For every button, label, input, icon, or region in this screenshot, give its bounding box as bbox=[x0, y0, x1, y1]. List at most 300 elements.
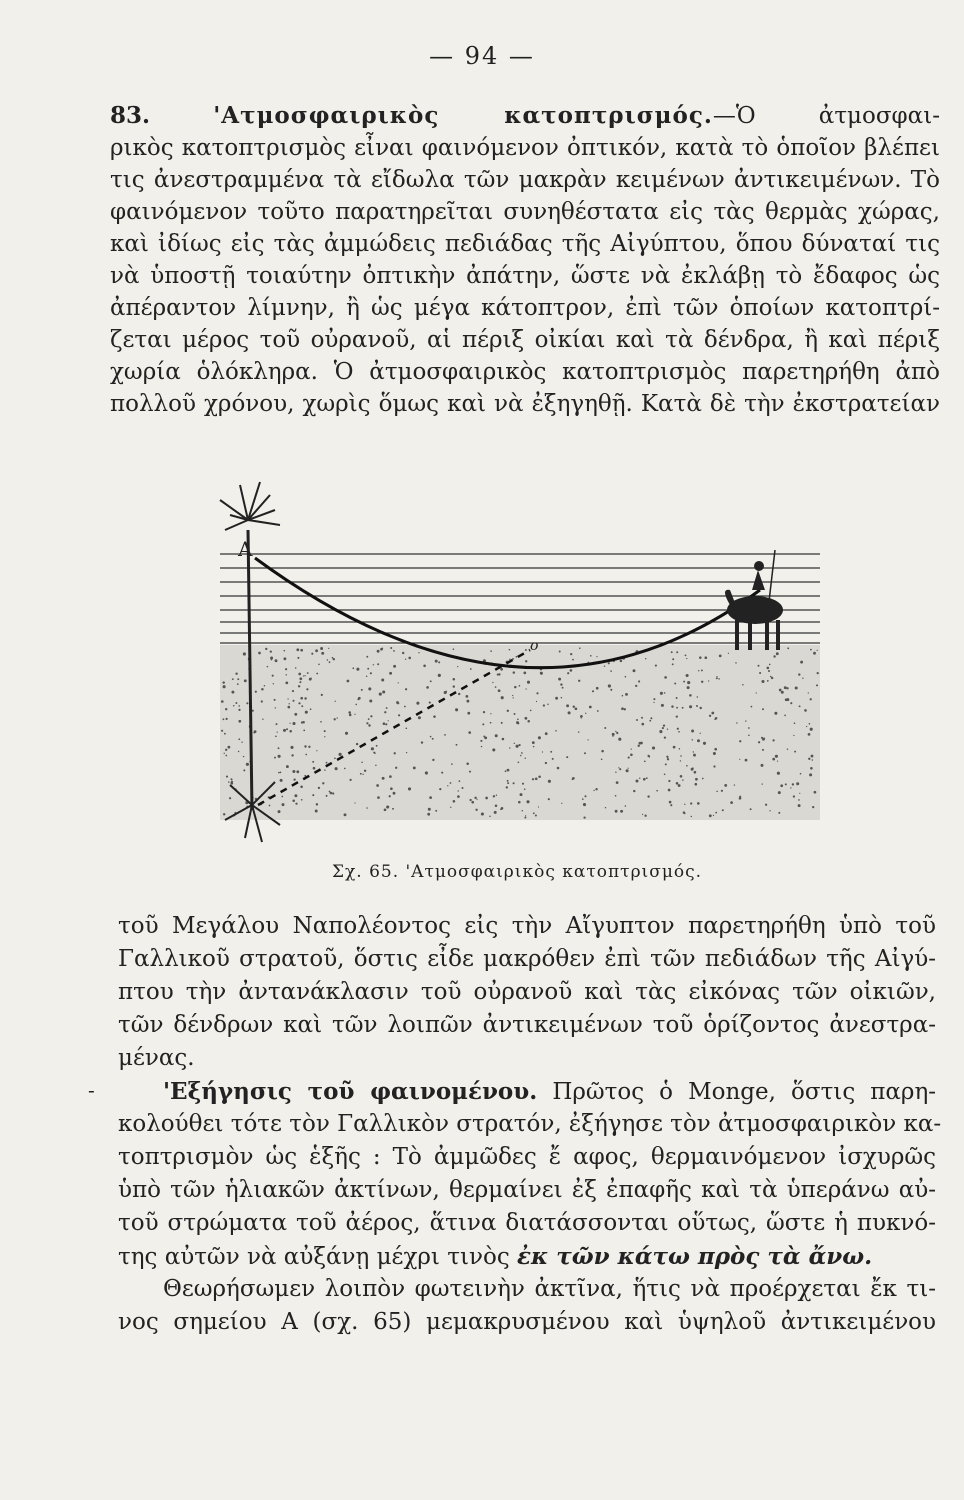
sand-dot bbox=[291, 754, 293, 756]
sand-dot bbox=[566, 704, 569, 707]
sand-dot bbox=[517, 718, 519, 720]
sand-dot bbox=[762, 783, 763, 784]
sand-dot bbox=[689, 694, 692, 697]
sand-dot bbox=[816, 684, 818, 686]
sand-dot bbox=[466, 695, 469, 698]
sand-dot bbox=[759, 672, 761, 674]
sand-dot bbox=[604, 665, 605, 666]
sand-dot bbox=[280, 779, 283, 782]
sand-dot bbox=[581, 717, 582, 718]
sand-dot bbox=[810, 698, 812, 700]
sand-dot bbox=[655, 665, 657, 667]
text-line: μένας. bbox=[118, 1045, 195, 1071]
sand-dot bbox=[356, 668, 359, 671]
sand-dot bbox=[653, 698, 655, 700]
sand-dot bbox=[679, 748, 680, 749]
sand-dot bbox=[307, 672, 309, 674]
sand-dot bbox=[691, 730, 694, 733]
sand-dot bbox=[701, 681, 703, 683]
sand-dot bbox=[769, 810, 770, 811]
sand-dot bbox=[490, 713, 491, 714]
sand-dot bbox=[238, 705, 240, 707]
sand-dot bbox=[416, 702, 419, 705]
sand-dot bbox=[520, 793, 523, 796]
sand-dot bbox=[694, 771, 697, 774]
sand-dot bbox=[278, 747, 280, 749]
sand-dot bbox=[650, 717, 652, 719]
sand-dot bbox=[664, 692, 666, 694]
sand-dot bbox=[345, 732, 348, 735]
sand-dot bbox=[667, 758, 669, 760]
sand-dot bbox=[332, 657, 334, 659]
sand-dot bbox=[676, 651, 678, 653]
sand-dot bbox=[543, 704, 545, 706]
sand-dot bbox=[558, 678, 561, 681]
sand-dot bbox=[255, 691, 257, 693]
sand-dot bbox=[334, 718, 336, 720]
sand-dot bbox=[711, 712, 714, 715]
sand-dot bbox=[466, 700, 469, 703]
sand-dot bbox=[430, 736, 432, 738]
sand-dot bbox=[578, 680, 580, 682]
sand-dot bbox=[592, 690, 594, 692]
paragraph-3-first-line: Πρῶτος ὁ Monge, ὅστις παρη- bbox=[552, 1079, 936, 1105]
sand-dot bbox=[309, 678, 312, 681]
sand-dot bbox=[589, 706, 592, 709]
sand-dot bbox=[273, 683, 274, 684]
sand-dot bbox=[676, 782, 679, 785]
sand-dot bbox=[392, 808, 394, 810]
sand-dot bbox=[384, 711, 386, 713]
sand-dot bbox=[450, 807, 451, 808]
sand-dot bbox=[780, 784, 783, 787]
sand-dot bbox=[533, 746, 534, 747]
sand-dot bbox=[790, 702, 792, 704]
text-line: Θεωρήσωμεν λοιπὸν φωτεινὴν ἀκτῖνα, ἥτις νὰ προέρχεται ἔκ τι- bbox=[163, 1276, 936, 1302]
sand-dot bbox=[290, 746, 293, 749]
sand-dot bbox=[699, 707, 701, 709]
sand-dot bbox=[784, 715, 786, 717]
sand-dot bbox=[285, 674, 286, 675]
sand-dot bbox=[318, 787, 320, 789]
sand-dot bbox=[301, 705, 303, 707]
sand-dot bbox=[388, 720, 389, 721]
sand-dot bbox=[810, 649, 812, 651]
sand-dot bbox=[482, 723, 484, 725]
sand-dot bbox=[703, 742, 706, 745]
sand-dot bbox=[289, 723, 290, 724]
sand-dot bbox=[366, 656, 368, 658]
sand-dot bbox=[518, 801, 521, 804]
sand-dot bbox=[344, 768, 346, 770]
sand-dot bbox=[810, 767, 813, 770]
point-label-o: o bbox=[530, 638, 539, 654]
sand-dot bbox=[692, 739, 693, 740]
sand-dot bbox=[310, 708, 312, 710]
sand-dot bbox=[590, 655, 592, 657]
sand-dot bbox=[381, 678, 384, 681]
sand-dot bbox=[385, 723, 387, 725]
sand-dot bbox=[777, 761, 778, 762]
sand-dot bbox=[686, 658, 687, 659]
sand-dot bbox=[532, 741, 535, 744]
sand-dot bbox=[628, 757, 630, 759]
sand-dot bbox=[222, 718, 224, 720]
sand-dot bbox=[622, 695, 624, 697]
sand-dot bbox=[225, 749, 227, 751]
sand-dot bbox=[758, 741, 760, 743]
sand-dot bbox=[426, 686, 429, 689]
sand-dot bbox=[262, 718, 263, 719]
sand-dot bbox=[223, 685, 226, 688]
sand-dot bbox=[312, 794, 314, 796]
sand-dot bbox=[382, 690, 385, 693]
sand-dot bbox=[246, 702, 248, 704]
sand-dot bbox=[337, 717, 338, 718]
sand-dot bbox=[304, 675, 305, 676]
sand-dot bbox=[394, 752, 396, 754]
figure-caption: Σχ. 65. 'Ατμοσφαιρικὸς κατοπτρισμός. bbox=[331, 862, 703, 882]
sand-dot bbox=[667, 728, 668, 729]
sand-dot bbox=[305, 711, 308, 714]
sand-dot bbox=[646, 777, 648, 779]
sand-dot bbox=[817, 672, 819, 674]
text-line: νὰ ὑποστῇ τοιαύτην ὀπτικὴν ἀπάτην, ὥστε νὰ ἐκλάβῃ τὸ ἔδαφος ὡς bbox=[110, 263, 940, 289]
sand-dot bbox=[278, 772, 280, 774]
sand-dot bbox=[224, 733, 226, 735]
sand-dot bbox=[222, 681, 224, 683]
sand-dot bbox=[507, 782, 509, 784]
text-line: τοῦ στρώματα τοῦ ἀέρος, ἅτινα διατάσσονται οὕτως, ὥστε ἡ πυκνό- bbox=[118, 1210, 936, 1236]
paragraph-3-heading-line bbox=[118, 1075, 936, 1108]
point-label-a: A bbox=[238, 537, 253, 561]
sand-dot bbox=[567, 672, 569, 674]
sand-dot bbox=[316, 803, 318, 805]
sand-dot bbox=[615, 731, 616, 732]
text-span: της αὐτῶν νὰ αὐξάνῃ μέχρι τινὸς bbox=[118, 1244, 510, 1270]
sand-dot bbox=[792, 783, 794, 785]
sand-dot bbox=[498, 689, 501, 692]
sand-dot bbox=[527, 720, 530, 723]
sand-dot bbox=[690, 802, 692, 804]
sand-dot bbox=[458, 790, 459, 791]
sand-dot bbox=[656, 790, 658, 792]
sand-dot bbox=[294, 713, 297, 716]
sand-dot bbox=[430, 680, 432, 682]
sand-dot bbox=[769, 664, 771, 666]
text-line: κολούθει τότε τὸν Γαλλικὸν στρατόν, ἐξήγησε τὸν ἀτμοσφαιρικὸν κα- bbox=[118, 1111, 942, 1137]
sand-dot bbox=[280, 772, 282, 774]
sand-dot bbox=[322, 782, 324, 784]
sand-dot bbox=[666, 756, 668, 758]
sand-dot bbox=[361, 689, 363, 691]
sand-dot bbox=[228, 781, 230, 783]
sand-dot bbox=[453, 800, 456, 803]
sand-dot bbox=[305, 754, 307, 756]
sand-dot bbox=[435, 810, 437, 812]
sand-dot bbox=[524, 817, 526, 819]
sand-dot bbox=[798, 799, 800, 801]
sand-dot bbox=[294, 794, 297, 797]
sand-dot bbox=[661, 704, 664, 707]
sand-dot bbox=[235, 702, 237, 704]
sand-dot bbox=[808, 758, 810, 760]
sand-dot bbox=[347, 680, 350, 683]
sand-dot bbox=[425, 771, 428, 774]
sand-dot bbox=[787, 749, 788, 750]
sand-dot bbox=[696, 705, 698, 707]
sand-dot bbox=[267, 666, 269, 668]
sand-dot bbox=[786, 687, 788, 689]
sand-dot bbox=[647, 755, 649, 757]
sand-dot bbox=[297, 657, 299, 659]
sand-dot bbox=[768, 670, 770, 672]
sand-dot bbox=[230, 782, 233, 785]
sand-dot bbox=[389, 795, 391, 797]
sand-dot bbox=[689, 705, 692, 708]
sand-dot bbox=[686, 674, 689, 677]
sand-dot bbox=[739, 759, 740, 760]
sand-dot bbox=[535, 777, 538, 780]
sand-dot bbox=[432, 738, 434, 740]
sand-dot bbox=[794, 751, 796, 753]
sand-dot bbox=[357, 698, 359, 700]
sand-dot bbox=[796, 782, 799, 785]
text-line: χωρία ὁλόκληρα. Ὁ ἀτμοσφαιρικὸς κατοπτρισμὸς παρετηρήθη ἀπὸ bbox=[110, 359, 940, 385]
sand-dot bbox=[704, 656, 707, 659]
sand-dot bbox=[232, 678, 234, 680]
sand-dot bbox=[790, 787, 791, 788]
sand-dot bbox=[512, 695, 513, 696]
sand-dot bbox=[321, 652, 324, 655]
sand-dot bbox=[625, 805, 627, 807]
sand-dot bbox=[680, 755, 682, 757]
sand-dot bbox=[693, 751, 694, 752]
sand-dot bbox=[283, 729, 286, 732]
sand-dot bbox=[393, 665, 396, 668]
sand-dot bbox=[608, 684, 611, 687]
sand-dot bbox=[615, 771, 616, 772]
sand-dot bbox=[226, 776, 228, 778]
sand-dot bbox=[278, 755, 281, 758]
sand-dot bbox=[583, 816, 585, 818]
sand-dot bbox=[300, 649, 303, 652]
sand-dot bbox=[687, 681, 690, 684]
sand-dot bbox=[736, 722, 737, 723]
sand-dot bbox=[668, 789, 671, 792]
sand-dot bbox=[680, 775, 683, 778]
sand-dot bbox=[683, 681, 685, 683]
sand-dot bbox=[742, 684, 744, 686]
sand-dot bbox=[490, 722, 492, 724]
sand-dot bbox=[444, 691, 447, 694]
sand-dot bbox=[525, 688, 526, 689]
sand-dot bbox=[572, 778, 574, 780]
sand-dot bbox=[633, 790, 635, 792]
sand-dot bbox=[276, 723, 278, 725]
sand-dot bbox=[570, 669, 573, 672]
sand-dot bbox=[494, 811, 497, 814]
sand-dot bbox=[275, 659, 278, 662]
sand-dot bbox=[304, 697, 306, 699]
sand-dot bbox=[583, 803, 586, 806]
text-line: τοῦ Μεγάλου Ναπολέοντος εἰς τὴν Αἴγυπτον παρετηρήθη ὑπὸ τοῦ bbox=[118, 913, 936, 939]
text-line: καὶ ἰδίως εἰς τὰς ἀμμώδεις πεδιάδας τῆς Αἰγύπτου, ὅπου δύναταί τις bbox=[110, 231, 940, 257]
sand-dot bbox=[665, 763, 667, 765]
sand-dot bbox=[652, 746, 655, 749]
sand-dot bbox=[615, 810, 618, 813]
sand-dot bbox=[526, 800, 529, 803]
sand-dot bbox=[639, 742, 642, 745]
sand-dot bbox=[223, 813, 225, 815]
sand-dot bbox=[672, 658, 674, 660]
sand-dot bbox=[389, 672, 392, 675]
sand-dot bbox=[328, 648, 329, 649]
sand-dot bbox=[258, 652, 261, 655]
sand-dot bbox=[406, 752, 407, 753]
sand-dot bbox=[800, 773, 802, 775]
sand-dot bbox=[516, 656, 518, 658]
sand-dot bbox=[390, 647, 392, 649]
sand-dot bbox=[695, 778, 698, 781]
sand-dot bbox=[536, 701, 537, 702]
sand-dot bbox=[327, 659, 329, 661]
sand-dot bbox=[356, 743, 358, 745]
sand-dot bbox=[536, 692, 538, 694]
sand-dot bbox=[718, 678, 720, 680]
sand-dot bbox=[552, 758, 554, 760]
sand-dot bbox=[785, 698, 788, 701]
sand-dot bbox=[636, 719, 638, 721]
sand-dot bbox=[728, 653, 729, 654]
sand-dot bbox=[612, 733, 615, 736]
sand-dot bbox=[441, 772, 443, 774]
sand-dot bbox=[333, 658, 335, 660]
sand-dot bbox=[514, 686, 516, 688]
sand-dot bbox=[265, 648, 267, 650]
sand-dot bbox=[793, 795, 795, 797]
sand-dot bbox=[808, 692, 809, 693]
sand-dot bbox=[243, 769, 245, 771]
sand-dot bbox=[677, 728, 679, 730]
sand-dot bbox=[575, 707, 578, 710]
sand-dot bbox=[672, 663, 674, 665]
sand-dot bbox=[283, 657, 286, 660]
sand-dot bbox=[313, 767, 316, 770]
sand-dot bbox=[525, 660, 527, 662]
sand-dot bbox=[231, 691, 234, 694]
sand-dot bbox=[715, 812, 717, 814]
sand-dot bbox=[638, 745, 640, 747]
sand-dot bbox=[275, 707, 276, 708]
sand-dot bbox=[756, 692, 757, 693]
sand-dot bbox=[379, 693, 382, 696]
sand-dot bbox=[525, 815, 526, 816]
sand-dot bbox=[493, 795, 495, 797]
sand-dot bbox=[339, 753, 342, 756]
sand-dot bbox=[535, 814, 537, 816]
sand-dot bbox=[427, 813, 430, 816]
sand-dot bbox=[761, 680, 764, 683]
sand-dot bbox=[766, 667, 769, 670]
sand-dot bbox=[500, 668, 503, 671]
sand-dot bbox=[719, 655, 722, 658]
sand-dot bbox=[480, 740, 482, 742]
sand-dot bbox=[601, 759, 603, 761]
sand-dot bbox=[684, 812, 686, 814]
sand-dot bbox=[520, 755, 522, 757]
sand-dot bbox=[293, 778, 295, 780]
sand-dot bbox=[809, 723, 811, 725]
sand-dot bbox=[433, 715, 436, 718]
sand-dot bbox=[620, 810, 623, 813]
sand-dot bbox=[326, 762, 328, 764]
sand-dot bbox=[516, 745, 519, 748]
text-line: φαινόμενον τοῦτο παρατηρεῖται συνηθέστατα εἰς τὰς θερμὰς χώρας, bbox=[110, 199, 940, 225]
sand-dot bbox=[495, 734, 498, 737]
sand-dot bbox=[739, 797, 742, 800]
sand-dot bbox=[538, 736, 541, 739]
sand-dot bbox=[682, 779, 683, 780]
sand-dot bbox=[468, 731, 471, 734]
sand-dot bbox=[533, 812, 535, 814]
sand-dot bbox=[716, 677, 718, 679]
sand-dot bbox=[352, 667, 354, 669]
sand-dot bbox=[745, 759, 748, 762]
sand-dot bbox=[625, 676, 627, 678]
sand-dot bbox=[481, 746, 482, 747]
sand-dot bbox=[572, 659, 574, 661]
sand-dot bbox=[525, 649, 527, 651]
sand-dot bbox=[507, 780, 509, 782]
sand-dot bbox=[517, 722, 519, 724]
sand-dot bbox=[806, 726, 807, 727]
sand-dot bbox=[244, 679, 247, 682]
sand-dot bbox=[418, 652, 419, 653]
sand-dot bbox=[485, 797, 488, 800]
sand-dot bbox=[584, 795, 586, 797]
sand-dot bbox=[362, 774, 363, 775]
sand-dot bbox=[758, 665, 760, 667]
sand-dot bbox=[641, 723, 644, 726]
sand-dot bbox=[625, 693, 628, 696]
sand-dot bbox=[697, 696, 698, 697]
sand-dot bbox=[474, 797, 476, 799]
sand-dot bbox=[687, 686, 690, 689]
sand-dot bbox=[709, 715, 711, 717]
sand-dot bbox=[371, 747, 374, 750]
sand-dot bbox=[734, 784, 735, 785]
sand-dot bbox=[361, 761, 363, 763]
sand-dot bbox=[593, 790, 594, 791]
sand-dot bbox=[787, 647, 789, 649]
sand-dot bbox=[550, 751, 552, 753]
sand-dot bbox=[513, 697, 514, 698]
sand-dot bbox=[708, 680, 709, 681]
sand-dot bbox=[324, 736, 325, 737]
sand-dot bbox=[447, 785, 448, 786]
sand-dot bbox=[377, 663, 379, 665]
sand-dot bbox=[285, 682, 288, 685]
sand-dot bbox=[799, 793, 800, 794]
sand-dot bbox=[375, 765, 376, 766]
sand-dot bbox=[555, 697, 558, 700]
sand-dot bbox=[246, 763, 249, 766]
text-line: ρικὸς κατοπτρισμὸς εἶναι φαινόμενον ὀπτικόν, κατὰ τὸ ὁποῖον βλέπει bbox=[110, 135, 940, 161]
sand-dot bbox=[795, 686, 798, 689]
sand-dot bbox=[812, 759, 814, 761]
sand-dot bbox=[386, 805, 389, 808]
